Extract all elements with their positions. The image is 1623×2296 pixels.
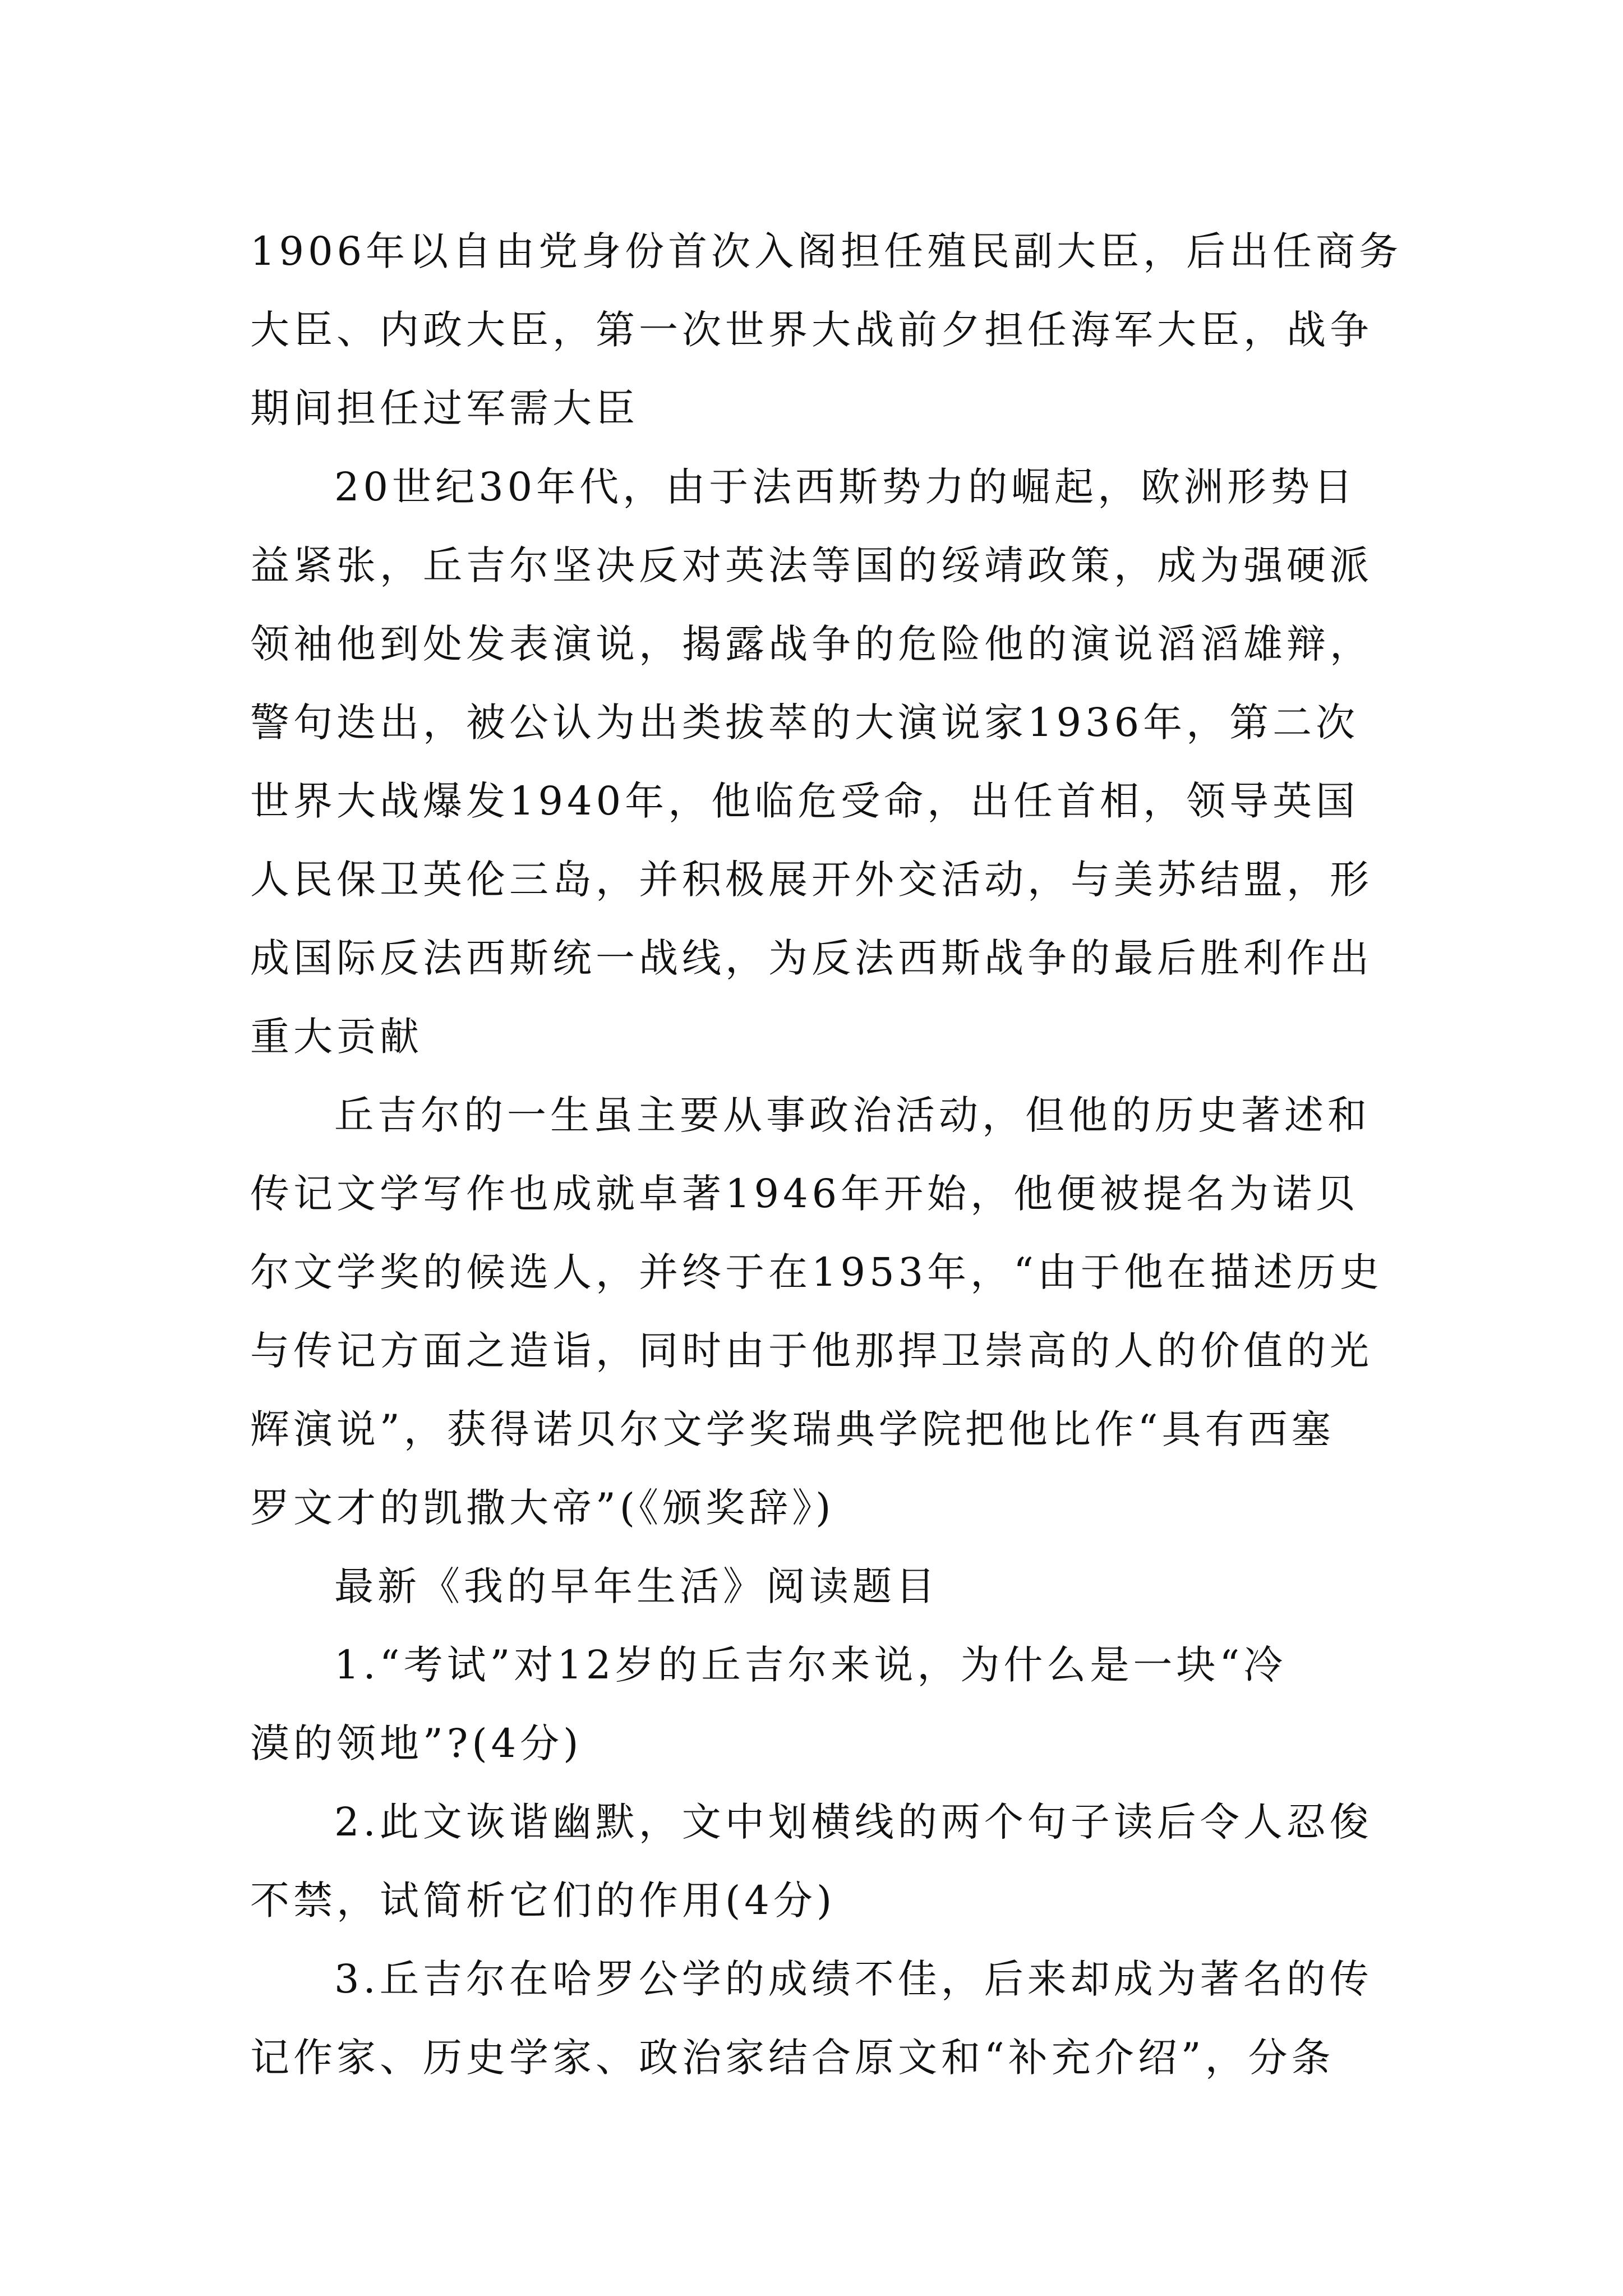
text-line: 尔文学奖的候选人，并终于在1953年，“由于他在描述历史: [250, 1249, 1383, 1295]
text-line: 漠的领地”?(4分): [250, 1720, 583, 1766]
section-heading: 最新《我的早年生活》阅读题目: [334, 1563, 939, 1609]
question-2: 2.此文诙谐幽默，文中划横线的两个句子读后令人忍俊: [334, 1799, 1373, 1845]
text-line: 传记文学写作也成就卓著1946年开始，他便被提名为诺贝: [250, 1171, 1359, 1217]
text-line: 记作家、历史学家、政治家结合原文和“补充介绍”，分条: [250, 2035, 1335, 2081]
text-line: 世界大战爆发1940年，他临危受命，出任首相，领导英国: [250, 778, 1359, 824]
text-line: 成国际反法西斯统一战线，为反法西斯战争的最后胜利作出: [250, 935, 1373, 981]
question-3: 3.丘吉尔在哈罗公学的成绩不佳，后来却成为著名的传: [334, 1956, 1373, 2002]
question-1: 1.“考试”对12岁的丘吉尔来说，为什么是一块“冷: [334, 1642, 1287, 1688]
text-line: 辉演说”，获得诺贝尔文学奖瑞典学院把他比作“具有西塞: [250, 1406, 1335, 1452]
text-line: 警句迭出，被公认为出类拔萃的大演说家1936年，第二次: [250, 700, 1359, 746]
paragraph-first-line: 20世纪30年代，由于法西斯势力的崛起，欧洲形势日: [334, 464, 1357, 510]
text-line: 重大贡献: [250, 1014, 423, 1060]
text-line: 人民保卫英伦三岛，并积极展开外交活动，与美苏结盟，形: [250, 857, 1373, 903]
text-line: 领袖他到处发表演说，揭露战争的危险他的演说滔滔雄辩，: [250, 621, 1373, 667]
text-line: 与传记方面之造诣，同时由于他那捍卫崇高的人的价值的光: [250, 1328, 1373, 1374]
text-line: 益紧张，丘吉尔坚决反对英法等国的绥靖政策，成为强硬派: [250, 542, 1373, 588]
text-line: 期间担任过军需大臣: [250, 385, 639, 431]
text-line: 不禁，试简析它们的作用(4分): [250, 1878, 836, 1924]
text-line: 1906年以自由党身份首次入阁担任殖民副大臣，后出任商务: [250, 228, 1403, 274]
text-line: 大臣、内政大臣，第一次世界大战前夕担任海军大臣，战争: [250, 307, 1373, 353]
paragraph-first-line: 丘吉尔的一生虽主要从事政治活动，但他的历史著述和: [334, 1092, 1371, 1138]
text-line: 罗文才的凯撒大帝”(《颁奖辞》): [250, 1485, 835, 1531]
